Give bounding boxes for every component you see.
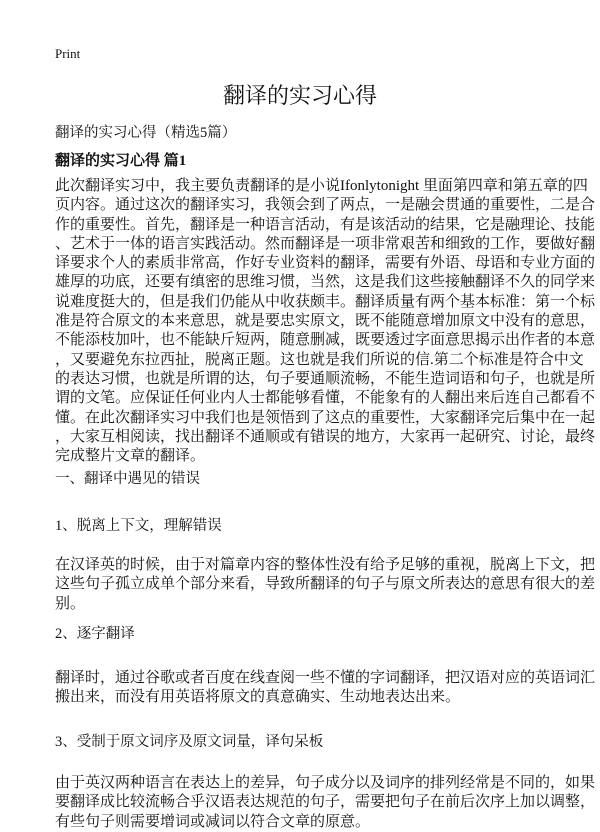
text-line: 这些句子孤立成单个部分来看，导致所翻译的句子与原文所表达的意思有很大的差 — [55, 576, 596, 593]
text-line: 此次翻译实习中，我主要负责翻译的是小说Ifonlytonight 里面第四章和第五章的四 — [55, 178, 588, 194]
document-subtitle: 翻译的实习心得（精选5篇） — [55, 125, 237, 141]
text-line: 准是符合原文的本来意思，就是要忠实原文，既不能随意增加原文中没有的意思， — [55, 313, 596, 330]
text-line: ，又要避免东拉西扯，脱离正题。这也就是我们所说的信.第二个标准是符合中文 — [55, 351, 584, 368]
section-heading: 翻译的实习心得 篇1 — [55, 153, 187, 169]
text-line: 说难度挺大的，但是我们仍能从中收获颇丰。翻译质量有两个基本标准：第一个标 — [55, 293, 596, 310]
text-line: 雄厚的功底，还要有缜密的思维习惯，当然，这是我们这些接触翻译不久的同学来 — [55, 274, 596, 291]
text-line: 搬出来，而没有用英语将原文的真意确实、生动地表达出来。 — [55, 689, 461, 706]
text-line: 页内容。通过这次的翻译实习，我领会到了两点，一是融会贯通的重要性，二是合 — [55, 197, 596, 214]
text-line: 谓的文笔。应保证任何业内人士都能够看懂，不能象有的人翻出来后连自己都看不 — [55, 390, 596, 407]
text-line: ，大家互相阅读，找出翻译不通顺或有错误的地方，大家再一起研究、讨论，最终 — [55, 428, 596, 445]
text-line: 译要求个人的素质非常高，作好专业资料的翻译，需要有外语、母语和专业方面的 — [55, 255, 596, 272]
item3-body — [55, 774, 596, 832]
text-line: 作的重要性。首先，翻译是一种语言活动，有是该活动的结果，它是融理论、技能 — [55, 216, 596, 233]
section-errors-heading: 一、翻译中遇见的错误 — [55, 471, 200, 487]
item2-body — [55, 669, 596, 708]
text-line: 不能添枝加叶，也不能缺斤短两，随意删减，既要透过字面意思揭示出作者的本意 — [55, 332, 596, 349]
item3-heading: 3、受制于原文词序及原文词量，译句呆板 — [55, 734, 324, 750]
paragraph-intro — [55, 177, 596, 466]
item1-body — [55, 556, 596, 614]
text-line: 要翻译成比较流畅合乎汉语表达规范的句子，需要把句子在前后次序上加以调整， — [55, 794, 596, 811]
text-line: 懂。在此次翻译实习中我们也是领悟到了这点的重要性，大家翻译完后集中在一起 — [55, 409, 596, 426]
text-line: 的表达习惯，也就是所谓的达，句子要通顺流畅，不能生造词语和句子，也就是所 — [55, 370, 596, 387]
item2-heading: 2、逐字翻译 — [55, 626, 135, 642]
print-link[interactable]: Print — [55, 46, 81, 61]
text-line: 完成整片文章的翻译。 — [55, 448, 206, 465]
text-line: 在汉译英的时候，由于对篇章内容的整体性没有给予足够的重视，脱离上下文，把 — [55, 557, 596, 573]
text-line: 翻译时，通过谷歌或者百度在线查阅一些不懂的字词翻译，把汉语对应的英语词汇 — [55, 670, 596, 686]
text-line: 别。 — [55, 595, 86, 612]
item1-heading: 1、脱离上下文，理解错误 — [55, 518, 222, 534]
document-title: 翻译的实习心得 — [222, 83, 377, 108]
text-line: 由于英汉两种语言在表达上的差异，句子成分以及词序的排列经常是不同的，如果 — [55, 775, 596, 791]
text-line: 有些句子则需要增词或减词以符合文章的原意。 — [55, 813, 371, 830]
text-line: 、艺术于一体的语言实践活动。然而翻译是一项非常艰苦和细致的工作，要做好翻 — [55, 235, 596, 252]
